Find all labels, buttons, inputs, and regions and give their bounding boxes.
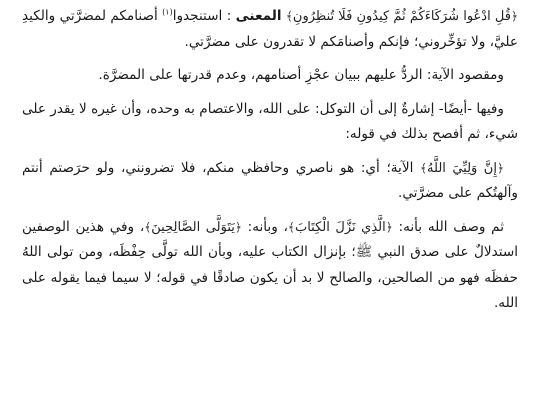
description-text-start: ثم وصف الله بأنه:: [392, 218, 505, 235]
quran-verse: إِنَّ وَلِيِّيَ اللَّهُ: [427, 160, 497, 176]
quran-verse: قُلِ ادْعُوا شُرَكَاءَكُمْ ثُمَّ كِيدُونِ فَلَا تُنظِرُونِ: [292, 9, 511, 24]
verse-bracket-open: ﴿: [510, 9, 518, 23]
meaning-text-start: استنجدوا: [172, 8, 223, 24]
paragraph-description: [22, 215, 518, 317]
footnote-marker[interactable]: (١): [162, 7, 173, 17]
verse-bracket-close: ﴾: [287, 219, 295, 234]
tawakkul-text-start: وفيها -: [467, 100, 504, 117]
verse-bracket-close: ﴾: [285, 9, 293, 23]
meaning-label: المعنى: [235, 8, 282, 24]
verse-bracket-close: ﴾: [144, 219, 152, 234]
paragraph-tawakkul: [22, 97, 518, 148]
purpose-text: ومقصود الآية: الردُّ عليهم ببيان عجْزِ أصنامهم، وعدم قدرتها على المضرَّة.: [98, 67, 504, 83]
label-separator: :: [222, 8, 236, 24]
verse-bracket-open: ﴿: [385, 219, 393, 234]
paragraph-purpose: [22, 63, 518, 89]
quran-verse: يَتَوَلَّى الصَّالِحِينَ: [151, 219, 235, 235]
tawakkul-text-end: - إشارةٌ إلى أن التوكل: على الله، والاعتصام به وحده، وأن غيره لا يقدر على شيء، ثم أفصح بذلك في قوله:: [22, 100, 518, 142]
wali-text: الآية؛ أي: هو ناصري وحافظي منكم، فلا تضرونني، ولو حرَصتم أنتم وآلهتُكم على مضرَّتي.: [22, 159, 518, 201]
verse-bracket-open: ﴿: [496, 160, 504, 175]
quran-verse: الَّذِي نَزَّلَ الْكِتَابَ: [294, 219, 386, 235]
emphasis-word: أيضًا: [443, 100, 468, 117]
verse-bracket-open: ﴿: [234, 219, 242, 234]
description-text-middle: ، وبأنه:: [241, 218, 288, 235]
meaning-text-end: أصنامكم لمضرَّتي والكيدِ عليَّ، ولا تؤخِّروني؛ فإنكم وأصنامَكم لا تقدرون على مضرَّتي.: [22, 8, 518, 50]
description-text-end: ، وفي هذين الوصفين استدلالٌ على صدق النبي ﷺ؛ بإنزال الكتاب عليه، وبأن الله تولَّى حِفْظَه، ومن تولى اللهُ حفظَه فهو من الصالحين، والصالح لا بد أن يكون صادقًا في قوله؛ لا سيما فيما يقوله على الله.: [22, 218, 518, 311]
document-page: [22, 4, 518, 403]
verse-bracket-close: ﴾: [420, 160, 428, 175]
paragraph-wali: [22, 156, 518, 207]
paragraph-meaning: [22, 4, 518, 55]
